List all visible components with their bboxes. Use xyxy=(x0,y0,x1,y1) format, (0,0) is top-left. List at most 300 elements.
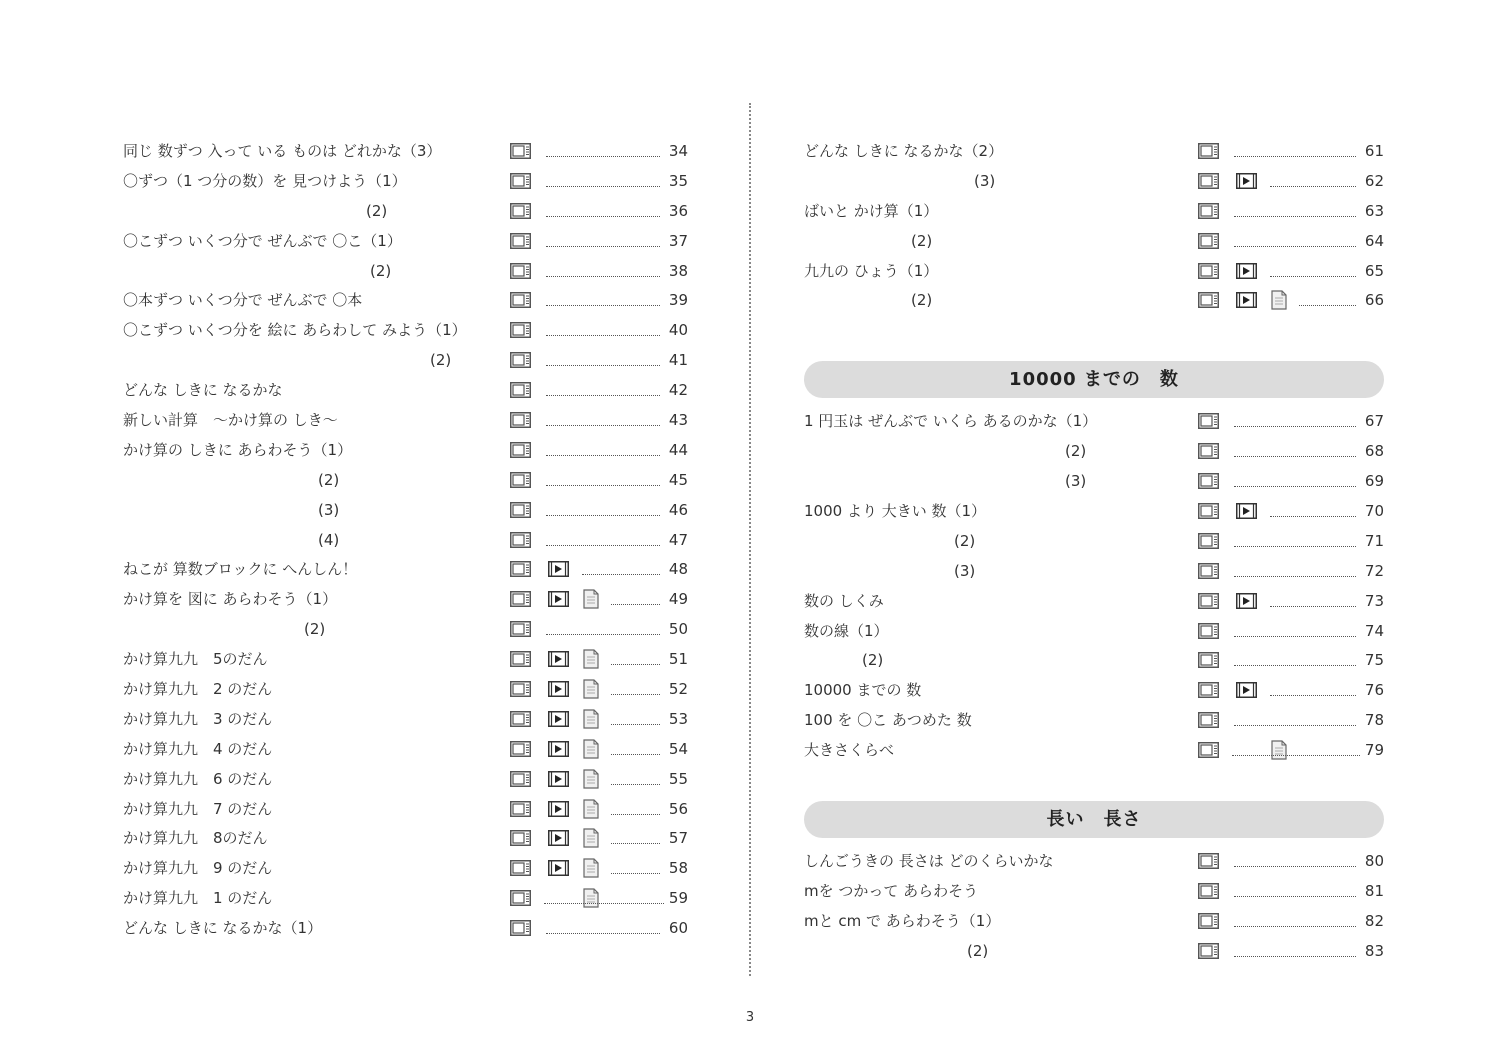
dot-leader xyxy=(1234,456,1356,457)
toc-row[interactable] xyxy=(804,706,1384,736)
resource-icons xyxy=(1198,227,1384,257)
toc-entry-title: しんごうきの 長さは どのくらいかな xyxy=(804,852,1054,871)
page-number-ref: 81 xyxy=(1364,881,1384,900)
video-icon[interactable] xyxy=(548,860,569,876)
textbook-icon[interactable] xyxy=(1198,883,1219,899)
video-icon[interactable] xyxy=(1236,292,1257,308)
toc-row[interactable] xyxy=(123,675,688,705)
resource-icons xyxy=(510,914,688,944)
toc-entry-title: かけ算の しきに あらわそう（1） xyxy=(123,440,353,459)
textbook-icon[interactable] xyxy=(1198,913,1219,929)
worksheet-icon[interactable] xyxy=(583,649,599,669)
dot-leader xyxy=(546,634,660,635)
dot-leader xyxy=(1234,866,1356,867)
resource-icons xyxy=(510,466,688,496)
resource-icons xyxy=(1198,137,1384,167)
toc-entry-title: (3) xyxy=(954,561,976,580)
page-number-ref: 50 xyxy=(668,620,688,639)
resource-icons xyxy=(1198,907,1384,937)
toc-row[interactable] xyxy=(804,497,1384,527)
toc-entry-title: かけ算九九 2 のだん xyxy=(123,680,273,699)
dot-leader xyxy=(546,186,660,187)
textbook-icon[interactable] xyxy=(1198,853,1219,869)
textbook-icon[interactable] xyxy=(510,382,531,398)
textbook-icon[interactable] xyxy=(510,173,531,189)
textbook-icon[interactable] xyxy=(1198,652,1219,668)
resource-icons xyxy=(1198,676,1384,706)
toc-entry-title: 大きさくらべ xyxy=(804,741,895,760)
textbook-icon[interactable] xyxy=(510,442,531,458)
toc-entry-title: (2) xyxy=(954,531,976,550)
dot-leader xyxy=(546,545,660,546)
toc-row[interactable] xyxy=(123,466,688,496)
textbook-icon[interactable] xyxy=(510,292,531,308)
textbook-icon[interactable] xyxy=(510,711,531,727)
toc-row[interactable] xyxy=(123,526,688,556)
dot-leader xyxy=(1234,246,1356,247)
page-number-ref: 38 xyxy=(668,261,688,280)
toc-entry-title: 10000 までの 数 xyxy=(804,681,922,700)
toc-entry-title: 100 を 〇こ あつめた 数 xyxy=(804,711,972,730)
toc-entry-title: かけ算九九 4 のだん xyxy=(123,739,273,758)
dot-leader xyxy=(611,903,660,904)
textbook-icon[interactable] xyxy=(510,920,531,936)
toc-row[interactable] xyxy=(804,646,1384,676)
textbook-icon[interactable] xyxy=(1198,682,1219,698)
page-number-ref: 43 xyxy=(668,411,688,430)
resource-icons xyxy=(510,376,688,406)
video-icon[interactable] xyxy=(548,651,569,667)
worksheet-icon[interactable] xyxy=(583,799,599,819)
toc-row[interactable] xyxy=(804,227,1384,257)
page-number-ref: 47 xyxy=(668,530,688,549)
dot-leader xyxy=(1270,695,1356,696)
toc-entry-title: (3) xyxy=(318,500,340,519)
textbook-icon[interactable] xyxy=(1198,712,1219,728)
page-number-ref: 48 xyxy=(668,560,688,579)
toc-row[interactable] xyxy=(804,286,1384,316)
textbook-icon[interactable] xyxy=(510,233,531,249)
toc-row[interactable] xyxy=(804,557,1384,587)
toc-entry-title: 〇本ずつ いくつ分で ぜんぶで 〇本 xyxy=(123,291,363,310)
toc-row[interactable] xyxy=(123,795,688,825)
resource-icons xyxy=(510,645,688,675)
page-number-ref: 69 xyxy=(1364,472,1384,491)
resource-icons xyxy=(510,526,688,556)
dot-leader xyxy=(546,395,660,396)
video-icon[interactable] xyxy=(548,681,569,697)
textbook-icon[interactable] xyxy=(510,472,531,488)
textbook-icon[interactable] xyxy=(1198,943,1219,959)
worksheet-icon[interactable] xyxy=(583,828,599,848)
toc-row[interactable] xyxy=(123,316,688,346)
toc-row[interactable] xyxy=(123,436,688,466)
toc-row[interactable] xyxy=(123,496,688,526)
textbook-icon[interactable] xyxy=(1198,563,1219,579)
page-number-ref: 61 xyxy=(1364,142,1384,160)
textbook-icon[interactable] xyxy=(1198,503,1219,519)
textbook-icon[interactable] xyxy=(510,741,531,757)
textbook-icon[interactable] xyxy=(510,591,531,607)
textbook-icon[interactable] xyxy=(510,830,531,846)
textbook-icon[interactable] xyxy=(1198,203,1219,219)
toc-entry-title: (2) xyxy=(370,261,392,280)
resource-icons xyxy=(1198,617,1384,647)
resource-icons xyxy=(510,824,688,854)
dot-leader xyxy=(611,873,660,874)
resource-icons xyxy=(510,675,688,705)
textbook-icon[interactable] xyxy=(1198,263,1219,279)
dot-leader xyxy=(1234,926,1356,927)
resource-icons xyxy=(510,705,688,735)
toc-row[interactable] xyxy=(123,197,688,227)
textbook-icon[interactable] xyxy=(510,621,531,637)
page-number-ref: 75 xyxy=(1364,651,1384,670)
page-number-ref: 40 xyxy=(668,321,688,340)
dot-leader xyxy=(611,814,660,815)
textbook-icon[interactable] xyxy=(510,263,531,279)
toc-entry-title: mを つかって あらわそう xyxy=(804,881,979,900)
resource-icons xyxy=(510,735,688,765)
page-number-ref: 49 xyxy=(668,590,688,609)
toc-entry-title: 1 円玉は ぜんぶで いくら あるのかな（1） xyxy=(804,412,1098,431)
textbook-icon[interactable] xyxy=(510,561,531,577)
section-header: 長い 長さ xyxy=(804,801,1384,838)
toc-row[interactable] xyxy=(123,705,688,735)
toc-row[interactable] xyxy=(804,877,1384,907)
toc-row[interactable] xyxy=(804,617,1384,647)
worksheet-icon[interactable] xyxy=(583,589,599,609)
toc-entry-title: (2) xyxy=(430,351,452,370)
resource-icons xyxy=(1198,646,1384,676)
resource-icons xyxy=(1198,937,1384,967)
textbook-icon[interactable] xyxy=(1198,443,1219,459)
resource-icons xyxy=(1198,877,1384,907)
textbook-icon[interactable] xyxy=(1198,413,1219,429)
dot-leader xyxy=(1234,956,1356,957)
video-icon[interactable] xyxy=(1236,682,1257,698)
dot-leader xyxy=(1270,186,1356,187)
resource-icons xyxy=(1198,497,1384,527)
toc-entry-title: どんな しきに なるかな xyxy=(123,381,283,400)
toc-row[interactable] xyxy=(804,907,1384,937)
toc-row[interactable] xyxy=(804,467,1384,497)
page-number-ref: 70 xyxy=(1364,502,1384,521)
page-number-ref: 39 xyxy=(668,291,688,310)
textbook-icon[interactable] xyxy=(510,771,531,787)
page-number-ref: 37 xyxy=(668,231,688,250)
worksheet-icon[interactable] xyxy=(583,739,599,759)
textbook-icon[interactable] xyxy=(1198,623,1219,639)
toc-row[interactable] xyxy=(123,824,688,854)
dot-leader xyxy=(611,694,660,695)
textbook-icon[interactable] xyxy=(510,532,531,548)
column-divider xyxy=(749,103,751,976)
toc-entry-title: 〇ずつ（1 つ分の数）を 見つけよう（1） xyxy=(123,171,407,190)
textbook-icon[interactable] xyxy=(510,412,531,428)
textbook-icon[interactable] xyxy=(1198,742,1219,758)
textbook-icon[interactable] xyxy=(510,681,531,697)
resource-icons xyxy=(510,555,688,585)
video-icon[interactable] xyxy=(548,741,569,757)
toc-row[interactable] xyxy=(804,676,1384,706)
toc-row[interactable] xyxy=(123,257,688,287)
worksheet-icon[interactable] xyxy=(1271,740,1287,760)
toc-entry-title: (2) xyxy=(366,201,388,220)
resource-icons xyxy=(1198,706,1384,736)
textbook-icon[interactable] xyxy=(1198,473,1219,489)
resource-icons xyxy=(510,167,688,197)
toc-entry-title: かけ算九九 5のだん xyxy=(123,650,268,669)
toc-entry-title: かけ算を 図に あらわそう（1） xyxy=(123,590,338,609)
page-number-ref: 34 xyxy=(668,142,688,160)
toc-entry-title: 数の線（1） xyxy=(804,621,889,640)
toc-entry-title: (2) xyxy=(911,291,933,310)
page-number-ref: 60 xyxy=(668,919,688,938)
worksheet-icon[interactable] xyxy=(583,858,599,878)
page-number-ref: 44 xyxy=(668,440,688,459)
toc-row[interactable] xyxy=(123,555,688,585)
video-icon[interactable] xyxy=(1236,173,1257,189)
textbook-icon[interactable] xyxy=(510,203,531,219)
resource-icons xyxy=(510,884,688,914)
page-number-ref: 51 xyxy=(668,650,688,669)
page-number-ref: 63 xyxy=(1364,201,1384,220)
toc-row[interactable] xyxy=(804,257,1384,287)
right-column xyxy=(804,137,1384,967)
worksheet-icon[interactable] xyxy=(583,888,599,908)
video-icon[interactable] xyxy=(1236,263,1257,279)
dot-leader xyxy=(1234,216,1356,217)
worksheet-icon[interactable] xyxy=(583,769,599,789)
toc-row[interactable] xyxy=(123,286,688,316)
toc-row[interactable] xyxy=(123,615,688,645)
toc-row[interactable] xyxy=(123,376,688,406)
textbook-icon[interactable] xyxy=(1198,143,1219,159)
toc-row[interactable] xyxy=(804,587,1384,617)
dot-leader xyxy=(1234,576,1356,577)
toc-entry-title: どんな しきに なるかな（1） xyxy=(123,919,323,938)
video-icon[interactable] xyxy=(1236,593,1257,609)
resource-icons xyxy=(1198,557,1384,587)
video-icon[interactable] xyxy=(548,591,569,607)
page-number-ref: 46 xyxy=(668,500,688,519)
toc-row[interactable] xyxy=(804,137,1384,167)
toc-entry-title: (2) xyxy=(304,620,326,639)
video-icon[interactable] xyxy=(1236,503,1257,519)
resource-icons xyxy=(1198,587,1384,617)
page-number-ref: 71 xyxy=(1364,531,1384,550)
toc-row[interactable] xyxy=(123,346,688,376)
toc-entry-title: かけ算九九 9 のだん xyxy=(123,859,273,878)
page-number-ref: 53 xyxy=(668,709,688,728)
toc-row[interactable] xyxy=(123,227,688,257)
toc-entry-title: かけ算九九 6 のだん xyxy=(123,769,273,788)
resource-icons xyxy=(510,197,688,227)
dot-leader xyxy=(611,784,660,785)
resource-icons xyxy=(1198,286,1384,316)
toc-row[interactable] xyxy=(804,527,1384,557)
dot-leader xyxy=(1234,426,1356,427)
video-icon[interactable] xyxy=(548,830,569,846)
resource-icons xyxy=(1198,197,1384,227)
worksheet-icon[interactable] xyxy=(583,679,599,699)
page-number-ref: 42 xyxy=(668,381,688,400)
page-number-ref: 55 xyxy=(668,769,688,788)
page-number-ref: 73 xyxy=(1364,591,1384,610)
resource-icons xyxy=(1198,467,1384,497)
toc-row[interactable] xyxy=(123,137,688,167)
page-number-ref: 52 xyxy=(668,680,688,699)
textbook-icon[interactable] xyxy=(510,143,531,159)
dot-leader xyxy=(1270,516,1356,517)
textbook-icon[interactable] xyxy=(510,651,531,667)
toc-row[interactable] xyxy=(804,736,1384,766)
toc-entry-title: ばいと かけ算（1） xyxy=(804,201,939,220)
textbook-icon[interactable] xyxy=(1198,292,1219,308)
page-number-ref: 82 xyxy=(1364,911,1384,930)
page-number-ref: 72 xyxy=(1364,561,1384,580)
toc-row[interactable] xyxy=(804,437,1384,467)
textbook-icon[interactable] xyxy=(510,352,531,368)
page-number-ref: 80 xyxy=(1364,852,1384,871)
resource-icons xyxy=(510,257,688,287)
page-number-ref: 59 xyxy=(668,889,688,908)
page-number-ref: 67 xyxy=(1364,412,1384,431)
video-icon[interactable] xyxy=(548,711,569,727)
resource-icons xyxy=(510,316,688,346)
left-column xyxy=(123,137,688,944)
toc-entry-title: (3) xyxy=(1065,472,1087,491)
worksheet-icon[interactable] xyxy=(583,709,599,729)
resource-icons xyxy=(510,406,688,436)
dot-leader xyxy=(1299,305,1356,306)
page-number-ref: 78 xyxy=(1364,711,1384,730)
toc-row[interactable] xyxy=(123,884,688,914)
page-number-ref: 76 xyxy=(1364,681,1384,700)
dot-leader xyxy=(1299,755,1356,756)
page-number-ref: 65 xyxy=(1364,261,1384,280)
video-icon[interactable] xyxy=(548,771,569,787)
page-number-ref: 45 xyxy=(668,470,688,489)
textbook-icon[interactable] xyxy=(510,801,531,817)
toc-entry-title: (2) xyxy=(1065,442,1087,461)
toc-row[interactable] xyxy=(123,914,688,944)
toc-row[interactable] xyxy=(123,854,688,884)
toc-row[interactable] xyxy=(804,197,1384,227)
toc-entry-title: (2) xyxy=(862,651,884,670)
video-icon[interactable] xyxy=(548,801,569,817)
page-number-ref: 41 xyxy=(668,351,688,370)
resource-icons xyxy=(510,227,688,257)
resource-icons xyxy=(510,615,688,645)
toc-row[interactable] xyxy=(123,765,688,795)
resource-icons xyxy=(510,346,688,376)
toc-entry-title: 〇こずつ いくつ分を 絵に あらわして みよう（1） xyxy=(123,321,467,340)
textbook-icon[interactable] xyxy=(1198,233,1219,249)
page-number-ref: 36 xyxy=(668,201,688,220)
textbook-icon[interactable] xyxy=(510,890,531,906)
resource-icons xyxy=(510,795,688,825)
dot-leader xyxy=(611,754,660,755)
toc-entry-title: 新しい計算 ～かけ算の しき～ xyxy=(123,411,338,430)
dot-leader xyxy=(546,933,660,934)
toc-entry-title: (3) xyxy=(974,171,996,190)
textbook-icon[interactable] xyxy=(510,322,531,338)
dot-leader xyxy=(1234,636,1356,637)
dot-leader xyxy=(1270,276,1356,277)
resource-icons xyxy=(510,286,688,316)
textbook-icon[interactable] xyxy=(1198,173,1219,189)
toc-entry-title: (2) xyxy=(318,470,340,489)
resource-icons xyxy=(1198,167,1384,197)
dot-leader xyxy=(546,335,660,336)
resource-icons xyxy=(1198,527,1384,557)
textbook-icon[interactable] xyxy=(510,502,531,518)
toc-entry-title: かけ算九九 8のだん xyxy=(123,829,268,848)
textbook-icon[interactable] xyxy=(1198,533,1219,549)
dot-leader xyxy=(582,574,660,575)
dot-leader xyxy=(1270,606,1356,607)
dot-leader xyxy=(1234,546,1356,547)
toc-row[interactable] xyxy=(804,937,1384,967)
resource-icons xyxy=(510,137,688,167)
dot-leader xyxy=(611,843,660,844)
textbook-icon[interactable] xyxy=(1198,593,1219,609)
dot-leader xyxy=(546,276,660,277)
resource-icons xyxy=(1198,257,1384,287)
section-header: 10000 までの 数 xyxy=(804,361,1384,398)
toc-entry-title: (4) xyxy=(318,530,340,549)
dot-leader xyxy=(1234,896,1356,897)
dot-leader xyxy=(1234,156,1356,157)
video-icon[interactable] xyxy=(548,561,569,577)
toc-entry-title: どんな しきに なるかな（2） xyxy=(804,142,1004,160)
page-number-ref: 57 xyxy=(668,829,688,848)
resource-icons xyxy=(510,585,688,615)
toc-row[interactable] xyxy=(804,167,1384,197)
toc-row[interactable] xyxy=(123,406,688,436)
toc-entry-title: 同じ 数ずつ 入って いる ものは どれかな（3） xyxy=(123,142,442,160)
resource-icons xyxy=(1198,437,1384,467)
toc-row[interactable] xyxy=(123,167,688,197)
textbook-icon[interactable] xyxy=(510,860,531,876)
resource-icons xyxy=(1198,407,1384,437)
dot-leader xyxy=(546,455,660,456)
toc-row[interactable] xyxy=(123,735,688,765)
toc-row[interactable] xyxy=(123,645,688,675)
toc-row[interactable] xyxy=(804,407,1384,437)
dot-leader xyxy=(546,515,660,516)
page-number-ref: 35 xyxy=(668,171,688,190)
resource-icons xyxy=(1198,736,1384,766)
dot-leader xyxy=(546,305,660,306)
toc-entry-title: (2) xyxy=(911,231,933,250)
resource-icons xyxy=(510,765,688,795)
page-number-ref: 83 xyxy=(1364,941,1384,960)
toc-row[interactable] xyxy=(123,585,688,615)
dot-leader xyxy=(546,246,660,247)
worksheet-icon[interactable] xyxy=(1271,290,1287,310)
toc-entry-title: 数の しくみ xyxy=(804,591,884,610)
toc-row[interactable] xyxy=(804,847,1384,877)
dot-leader xyxy=(611,724,660,725)
dot-leader xyxy=(611,664,660,665)
toc-entry-title: かけ算九九 7 のだん xyxy=(123,799,273,818)
resource-icons xyxy=(510,854,688,884)
page-number-ref: 56 xyxy=(668,799,688,818)
resource-icons xyxy=(510,496,688,526)
